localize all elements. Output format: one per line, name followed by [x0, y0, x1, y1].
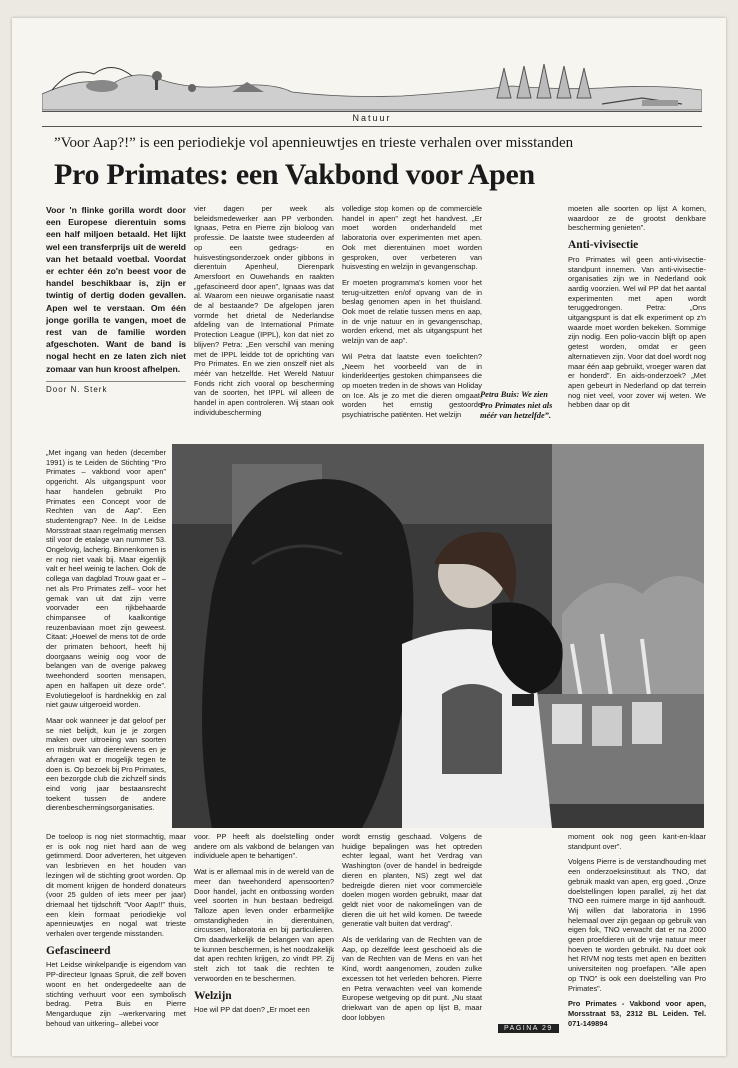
- paragraph: moment ook nog geen kant-en-klaar standpunt over”.: [568, 832, 706, 851]
- paragraph: vier dagen per week als beleidsmedewerker aan PP verbonden. Ignaas, Petra en Pierre zijn bioloog van professie. De laatste twee studeerden af op een gedrags- en huisvestingsonderzoek onder gibbons in dierentuin Apenheul, Dierenpark Amersfoort en Ouwehands en raakten „gefascineerd door apen”, Ignaas was dat al. Waarom een nieuwe organisatie naast de al bestaande? De afgelopen jaren vormde het drietal de Nederlandse afdeling van de International Primate Protection League (IPPL), kon dat niet zo blijven? Petra: „Een verschil van mening met de IPPL leidde tot de oprichting van Pro Primates. En we zien onszelf niet als méér van hetzelfde. Het Wereld Natuur Fonds richt zich vooral op bescherming van de soorten, het IPPL wil alleen de handel in apen controleren. Wij staan ook individubescherming: [194, 204, 334, 417]
- paragraph: Het Leidse winkelpandje is eigendom van PP-directeur Ignaas Spruit, die zelf boven woont en het ondergedeelte aan de stichting verhuurt voor een symbolisch bedrag. Petra Buis en Pierre Mengarduque zijn –werkervaring met behoud van uitkering– allebei voor: [46, 960, 186, 1028]
- paragraph: Pro Primates wil geen anti-vivisectie-standpunt innemen. Van anti-vivisectie-organisaties zijn we in Nederland ook aardig voorzien. Wel wil PP dat het aantal experimenten met apen wordt teruggedrongen. Petra: „Ons uitgangspunt is dat elk experiment op z'n waarde moet worden bekeken. Sommige zijn nodig. Een polio-vaccin blijft op apen getest worden, omdat er geen alternatieven zijn. Voor dat doel wordt nog maar één aap gebruikt, vroeger waren dat er honderd”. En aids-onderzoek? „Met apen gebeurt in Nederland op dat terrein nog niet veel, voor zover wij weten. We hebben daar op dit: [568, 254, 706, 410]
- paragraph: „Met ingang van heden (december 1991) is te Leiden de Stichting ”Pro Primates – vakbond voor apen” opgericht. Als uitgangspunt voor haar handelen gebruikt Pro Primates een Concept voor de Rechten van de Aap”. Een studentengrap? Nee. In de Leidse Morsstraat staan regelmatig mensen stil voor de etalage van nummer 53. Ongelovig, lacherig. Binnenkomen is er nog niet vaak bij. Maar eigenlijk valt er heel weinig te lachen. Ook de collega van dagblad Trouw gaat er –net als Pro Primates zelf– voor het gemak van uit dat zijn verre voorvader een rijkbehaarde chimpansee of kaalkontige reuzenbaviaan moet zijn geweest. Citaat: „Hoewel de mens tot de orde der primaten behoort, heeft hij doorgaans weinig oog voor de belangen van de overige pakweg tweehonderd soorten mensapen, apen en halfapen uit deze orde”. Evolutiegeloof is hardnekkig en zal niet gauw uitgeroeid worden.: [46, 448, 166, 710]
- paragraph: Maar ook wanneer je dat geloof per se niet belijdt, kun je je zorgen maken over uitroeiing van soorten en misbruik van dierenlevens en je afvragen wat er mogelijk tegen te doen is. Op bezoek bij Pro Primates, een bezorgde club die zichzelf sinds eind vorig jaar bestaansrecht toekent tussen de andere dierenbeschermingsorganisaties.: [46, 715, 166, 813]
- paragraph: volledige stop komen op de commerciële handel in apen” zegt het handvest. „Er moet worden onderhandeld met laboratoria over experimenten met apen. Ook met dierentuinen moet worden gesproken, over verbeteren van huisvesting en welzijn in gevangenschap.: [342, 204, 482, 272]
- pull-quote: Petra Buis: We zien Pro Primates niet als méér van hetzelfde”.: [480, 390, 553, 420]
- byline: Door N. Sterk: [46, 381, 186, 395]
- column-1-top: [46, 204, 186, 424]
- column-2-top: [194, 204, 334, 442]
- column-1-bottom: [46, 832, 186, 1028]
- page-number: PAGINA 29: [498, 1024, 559, 1033]
- newspaper-page: [12, 18, 726, 1056]
- paragraph: Hoe wil PP dat doen? „Er moet een: [194, 1005, 310, 1015]
- paragraph: Volgens Pierre is de verstandhouding met een onderzoeksinstituut als TNO, dat gebruik maakt van apen, erg goed. „Onze doelstellingen lopen parallel, zij het dat TNO een ruimere marge in tijd aanhoudt. Wij willen dat laboratoria in 1996 helemaal over zijn gegaan op gebruik van eigen fok, TNO verwacht dat er na 2000 geen proefdieren uit de vrije natuur meer hoeven te worden gebruikt. Nu doet ook het RIVM nog tests met apen en bezitten universiteiten nog proefapen. ”Alle apen op TNO” is ook een doelstelling van Pro Primates”.: [568, 857, 706, 993]
- article-subtitle: ”Voor Aap?!” is een periodiekje vol apennieuwtjes en trieste verhalen over misstanden: [54, 135, 574, 151]
- subheading-anti-vivisectie: Anti-vivisectie: [568, 239, 639, 252]
- column-3-top: [342, 204, 482, 442]
- paragraph: Als de verklaring van de Rechten van de Aap, op dezelfde leest geschoeid als die van de Rechten van de Mens en van het Kind, wordt aangenomen, zouden zulke excessen tot het verleden behoren. Pierre en Petra verwachten veel van komende Europese wetgeving op dit punt. „Nu staat driekwart van de apen op lijst B, maar door lobbyen: [342, 935, 482, 1022]
- paragraph: De toeloop is nog niet stormachtig, maar er is ook nog niet hard aan de weg getimmerd. Door adverteren, het uitgeven van lesbrieven en het houden van lezingen wil de stichting groot worden. Op dit moment krijgen de honderd donateurs (voor 25 gulden of iets meer per jaar) driemaal het tijdschrift ”Voor Aap!!” thuis, een klein formaat periodiekje vol apennieuwtjes en nogal wat trieste verhalen over tergende misstanden.: [46, 832, 186, 939]
- column-1-middle: [46, 448, 166, 832]
- paragraph: Er moeten programma's komen voor het terug-uitzetten en/of opvang van de in beslag genomen apen in het thuisland. Ook moet de relatie tussen mens en aap, in de vrije natuur en in gevangenschap, worden erkend, met als uitgangspunt het welzijn van de aap”.: [342, 277, 482, 346]
- subheading-welzijn: Welzijn: [194, 989, 232, 1002]
- paragraph: Wil Petra dat laatste even toelichten? „Neem het voorbeeld van de in kinderkleertjes gestoken chimpansees die op moeten treden in de shows van Holiday on Ice. Als je zo met die dieren omgaat, worden het ernstig gestoorde psychiatrische patiënten. Het welzijn: [342, 351, 482, 420]
- column-5-top: [568, 204, 706, 442]
- article-headline: Pro Primates: een Vakbond voor Apen: [54, 158, 535, 191]
- subheading-gefascineerd: Gefascineerd: [46, 944, 111, 957]
- paragraph: voor. PP heeft als doelstelling onder andere om als vakbond de belangen van individuele apen te behartigen”.: [194, 832, 334, 861]
- photo-woman-with-gorilla: [172, 444, 704, 828]
- contact-info: Pro Primates - Vakbond voor apen, Morsstraat 53, 2312 BL Leiden. Tel. 071-149894: [568, 999, 706, 1028]
- column-5-bottom: [568, 832, 706, 1028]
- paragraph: moeten alle soorten op lijst A komen, waardoor ze de grootst denkbare bescherming genieten”.: [568, 204, 706, 233]
- article-lead: Voor 'n flinke gorilla wordt door een Europese dierentuin soms een half miljoen betaald. Het lijkt wel een transferprijs uit de wereld van het betaald voetbal. Voordat er echter één zo'n beest voor de handel beschikbaar is, zijn er twintig of dertig doden gevallen. Apen wel te verstaan. Om één jonge gorilla te vangen, moet de rest van de familie worden afgeschoten. Want de band is nogal hecht en ze laten zich niet zomaar van hun kroost afhelpen.: [46, 205, 186, 374]
- paragraph: wordt ernstig geschaad. Volgens de huidige bepalingen was het optreden echter legaal, want het Verdrag van Washington (over de handel in bedreigde dieren en planten, NS) zegt wel dat bedreigde dieren niet voor commerciële doelen mogen worden gebruikt, maar dat geldt niet voor de nakomelingen van de dieren die uit het wild komen. De tweede generatie valt buiten dat verdrag”.: [342, 832, 482, 929]
- column-2-bottom: [194, 832, 334, 1028]
- column-3-bottom: [342, 832, 482, 1028]
- rubric-label: Natuur: [352, 113, 392, 123]
- paragraph: Wat is er allemaal mis in de wereld van de meer dan tweehonderd apensoorten? Door handel, jacht en ontbossing worden veel soorten in hun bestaan bedreigd. Talloze apen leven onder erbarmelijke omstandigheden in dierentuinen, circussen, laboratoria en bij particulieren. Om daadwerkelijk de belangen van apen te kunnen beschermen, is het noodzakelijk dat apen rechten krijgen, zo vindt PP. Zij stelt zich tot taak die rechten te verwoorden en te beschermen.: [194, 867, 334, 983]
- section-rubric: [42, 111, 702, 127]
